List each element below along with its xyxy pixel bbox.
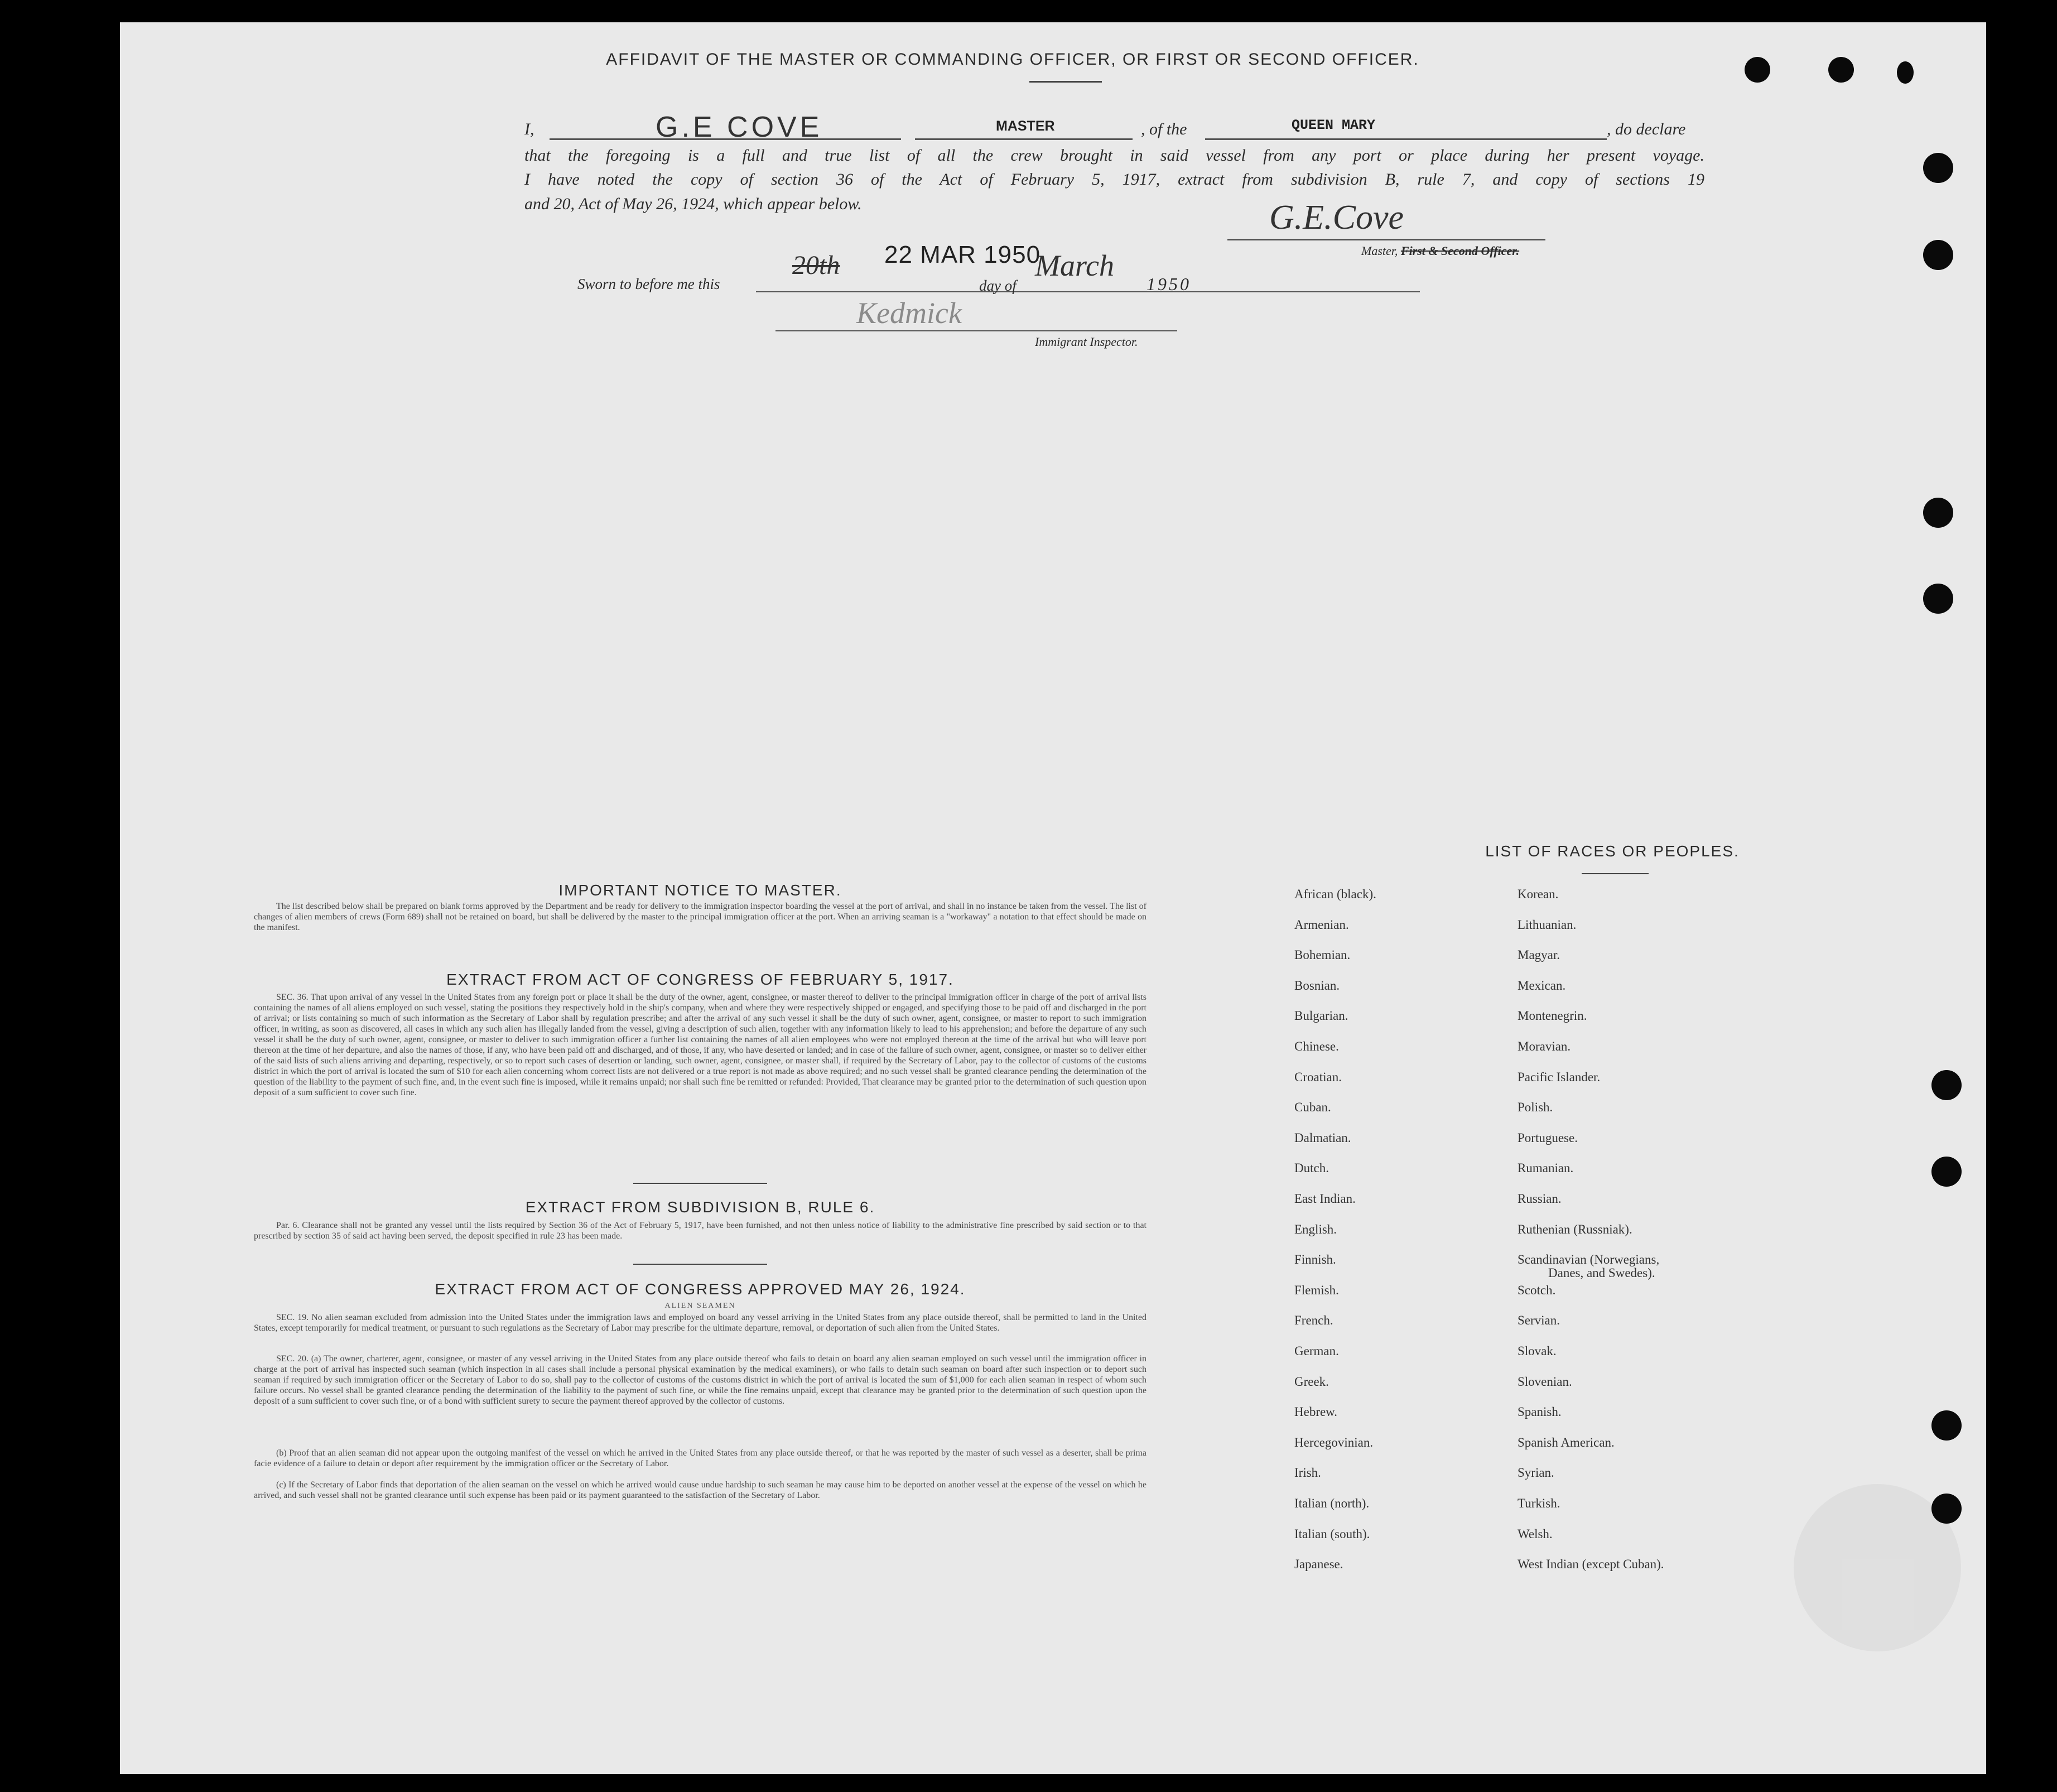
rank-underline [915, 138, 1133, 140]
master-signature: G.E.Cove [1269, 199, 1404, 237]
rule6-title: EXTRACT FROM SUBDIVISION B, RULE 6. [525, 1198, 875, 1216]
punch-hole [1931, 1157, 1962, 1187]
race-item: Spanish. [1518, 1405, 1562, 1419]
sworn-prefix: Sworn to before me this [577, 276, 720, 292]
race-item: Rumanian. [1518, 1161, 1574, 1176]
race-item: Moravian. [1518, 1039, 1571, 1053]
punch-hole [1745, 57, 1770, 83]
race-item: Spanish American. [1518, 1435, 1615, 1449]
sec20b-text: (b) Proof that an alien seaman did not appear upon the outgoing manifest of the vessel on which he arrived in the United States from any place outside thereof, or that he was reported by the master of such vessel as a deserter, shall be prima facie evidence of a failure to detain or deport after requirement by the immigration officer or the Secretary of Labor. [254, 1448, 1146, 1468]
race-item: Dutch. [1294, 1161, 1329, 1176]
race-item: Bosnian. [1294, 978, 1340, 993]
pronoun-label: I, [524, 120, 534, 138]
of-the-label: , of the [1141, 120, 1187, 138]
punch-hole [1931, 1070, 1962, 1100]
notice-title: IMPORTANT NOTICE TO MASTER. [558, 881, 842, 899]
race-item: Cuban. [1294, 1100, 1331, 1115]
rule6-text: Par. 6. Clearance shall not be granted any vessel until the lists required by Section 36 of the Act of February 5, 1917, have been furnished, and not then unless notice of liability to the administrative fine prescribed by said section or to that prescribed by section 35 of said act having been served, the deposit specified in rule 23 has been made. [254, 1221, 1146, 1241]
race-item: Welsh. [1518, 1526, 1553, 1541]
sec20a-text: SEC. 20. (a) The owner, charterer, agent, consignee, or master of any vessel arriving in the United States from any place outside thereof who fails to detain on board any alien seaman employed on such vessel until the immigration officer in charge at the port of arrival has inspected such seaman (which inspection in all cases shall include a personal physical examination by the medical examiners), or who fails to detain such seaman on board after such inspection or to deport such seaman if required by such immigration officer or the Secretary of Labor to do so, shall pay to the collector of customs of the customs district in which the port of arrival is located the sum of $1,000 for each alien seaman in respect of whom such failure occurs. No vessel shall be granted clearance pending the determination of the liability to the payment of such fine, or while the fine remains unpaid, except that clearance may be granted prior to the determination of such question upon the deposit of a sum sufficient to cover such fine, or of a bond with sufficient surety to secure the payment thereof approved by the collector of customs. [254, 1354, 1146, 1406]
race-item: Armenian. [1294, 917, 1349, 932]
race-item: Russian. [1518, 1192, 1562, 1206]
race-item: Ruthenian (Russniak). [1518, 1222, 1632, 1236]
inspector-signature-line [775, 330, 1177, 331]
race-item: Syrian. [1518, 1466, 1554, 1480]
races-title: LIST OF RACES OR PEOPLES. [1485, 842, 1740, 860]
day-of-label: day of [979, 277, 1017, 294]
vessel-name-stamp: QUEEN MARY [1292, 117, 1376, 133]
race-item: Portuguese. [1518, 1130, 1578, 1145]
race-item: Korean. [1518, 887, 1559, 901]
race-item: Croatian. [1294, 1070, 1342, 1084]
inspector-signature: Kedmick [856, 296, 962, 330]
races-rule [1582, 873, 1649, 874]
declaration-line-3: I have noted the copy of section 36 of the Act of February 5, 1917, extract from subdivision B, rule 7, and copy of sections 19 [524, 170, 1704, 189]
race-item: Hebrew. [1294, 1405, 1338, 1419]
punch-hole [1923, 584, 1953, 614]
race-item: Dalmatian. [1294, 1130, 1351, 1145]
sec20c-text: (c) If the Secretary of Labor finds that deportation of the alien seaman on the vessel on which he arrived would cause undue hardship to such seaman he may cause him to be deported on another vessel at the expense of the vessel on which he arrived, and such vessel shall not be granted clearance until such expense has been paid or its payment guaranteed to the satisfaction of the Secretary of Labor. [254, 1480, 1146, 1500]
sec19-text: SEC. 19. No alien seaman excluded from admission into the United States under the immigration laws and employed on board any vessel arriving in the United States from any place outside thereof, shall be permitted to land in the United States, except temporarily for medical treatment, or pursuant to such regulations as the Secretary of Labor may prescribe for the ultimate departure, removal, or deportation of such alien from the United States. [254, 1313, 1146, 1333]
race-item: Flemish. [1294, 1283, 1339, 1297]
notice-text: The list described below shall be prepared on blank forms approved by the Department and be ready for delivery to the immigration inspector boarding the vessel at the port of arrival, and shall in no instance be taken from the vessel. The list of changes of alien members of crews (Form 689) shall not be retained on board, but shall be delivered by the master to the principal immigration officer at the port. When an arriving seaman is a "workaway" a notation to that effect should be made on the manifest. [254, 902, 1146, 932]
race-item: Chinese. [1294, 1039, 1339, 1053]
punch-hole [1923, 153, 1953, 183]
race-item: East Indian. [1294, 1192, 1356, 1206]
race-item: Finnish. [1294, 1253, 1336, 1267]
race-item: Bohemian. [1294, 948, 1351, 962]
year-value: 1950 [1146, 274, 1191, 294]
race-item: English. [1294, 1222, 1337, 1236]
race-item: Japanese. [1294, 1557, 1343, 1572]
punch-hole [1931, 1494, 1962, 1524]
race-item: German. [1294, 1344, 1339, 1358]
race-item: Scandinavian (Norwegians, [1518, 1253, 1660, 1267]
document-page [120, 22, 1986, 1774]
master-label: Master, First & Second Officer. [1361, 244, 1520, 258]
inspector-label: Immigrant Inspector. [1035, 335, 1138, 349]
rule6-rule [633, 1264, 767, 1265]
race-item: Montenegrin. [1518, 1009, 1587, 1023]
race-item: Turkish. [1518, 1496, 1560, 1510]
punch-hole [1828, 57, 1854, 83]
extract-1917-rule [633, 1183, 767, 1184]
race-item: Magyar. [1518, 948, 1560, 962]
punch-hole [1931, 1410, 1962, 1441]
date-stamp: 22 MAR 1950 [884, 241, 1041, 268]
race-item: Irish. [1294, 1466, 1321, 1480]
do-declare-label: , do declare [1607, 120, 1686, 138]
race-item: Mexican. [1518, 978, 1566, 993]
struck-officer-label: First & Second Officer. [1400, 244, 1520, 258]
race-item: African (black). [1294, 887, 1376, 901]
extract-1917-title: EXTRACT FROM ACT OF CONGRESS OF FEBRUARY 5, 1917. [446, 971, 954, 988]
race-item: West Indian (except Cuban). [1518, 1557, 1664, 1572]
race-item: Lithuanian. [1518, 917, 1577, 932]
race-item: Greek. [1294, 1374, 1329, 1389]
vessel-underline [1205, 138, 1607, 140]
race-item: Italian (north). [1294, 1496, 1370, 1510]
alien-seamen-subtitle: ALIEN SEAMEN [664, 1302, 736, 1310]
race-item: Polish. [1518, 1100, 1553, 1115]
struck-day-handwritten: 20th [792, 251, 840, 280]
race-item: Hercegovinian. [1294, 1435, 1374, 1449]
declaration-line-4: and 20, Act of May 26, 1924, which appear below. [524, 195, 862, 213]
race-item: Scotch. [1518, 1283, 1556, 1297]
race-item: Slovak. [1518, 1344, 1557, 1358]
affidavit-title: AFFIDAVIT OF THE MASTER OR COMMANDING OFFICER, OR FIRST OR SECOND OFFICER. [606, 50, 1419, 69]
race-item: Slovenian. [1518, 1374, 1572, 1389]
race-item: Bulgarian. [1294, 1009, 1348, 1023]
punch-hole [1923, 240, 1953, 270]
race-item: Pacific Islander. [1518, 1070, 1601, 1084]
rank-stamp: MASTER [996, 118, 1055, 134]
declaration-line-2: that the foregoing is a full and true list of all the crew brought in said vessel from any port or place during her present voyage. [524, 146, 1704, 165]
month-handwritten: March [1035, 249, 1114, 282]
punch-hole [1923, 498, 1953, 528]
master-signature-line [1227, 239, 1545, 240]
title-rule [1029, 81, 1102, 83]
master-name-handwritten: G.E COVE [656, 111, 823, 143]
race-item: French. [1294, 1313, 1333, 1328]
extract-1917-text: SEC. 36. That upon arrival of any vessel in the United States from any foreign port or place it shall be the duty of the owner, agent, consignee, or master thereof to deliver to the principal immigration officer in charge of the port of arrival lists containing the names of all aliens employed on such vessel, stating the positions they respectively hold in the ship's company, when and where they were respectively shipped or engaged, and specifying those to be paid off and discharged in the port of arrival; or lists containing so much of such information as the Secretary of Labor shall by regulation prescribe; and after the arrival of any such vessel it shall be the duty of such owner, agent, consignee, or master to report to such immigration officer, in writing, as soon as discovered, all cases in which any such alien has illegally landed from the vessel, giving a description of such alien, together with any information likely to lead to his apprehension; and before the departure of any such vessel it shall be the duty of such owner, agent, consignee, or master to deliver to such immigration officer a further list containing the names of all alien employees who were not employed thereon at the time of the arrival but who will leave port thereon at the time of her departure, and also the names of those, if any, who have been paid off and discharged, and of those, if any, who have deserted or landed; and in case of the failure of such owner, agent, consignee, or master so to deliver either of the said lists of such aliens arriving and departing, respectively, or so to report such cases of desertion or landing, such owner, agent, consignee, or master shall, if required by the Secretary of Labor, pay to the collector of customs of the customs district in which the port of arrival is located the sum of $10 for each alien concerning whom correct lists are not delivered or a true report is not made as above required; and no such vessel shall be granted clearance pending the determination of the question of the liability to the payment of such fine, and, in the event such fine is imposed, while it remains unpaid; nor shall such fine be remitted or refunded: Provided, That clearance may be granted prior to the determination of such question upon deposit of a sum sufficient to cover such fine. [254, 993, 1146, 1097]
race-item: Italian (south). [1294, 1526, 1370, 1541]
punch-hole [1897, 61, 1914, 84]
race-item-continuation: Danes, and Swedes). [1548, 1266, 1655, 1280]
race-item: Servian. [1518, 1313, 1560, 1328]
extract-1924-title: EXTRACT FROM ACT OF CONGRESS APPROVED MAY 26, 1924. [435, 1280, 966, 1298]
